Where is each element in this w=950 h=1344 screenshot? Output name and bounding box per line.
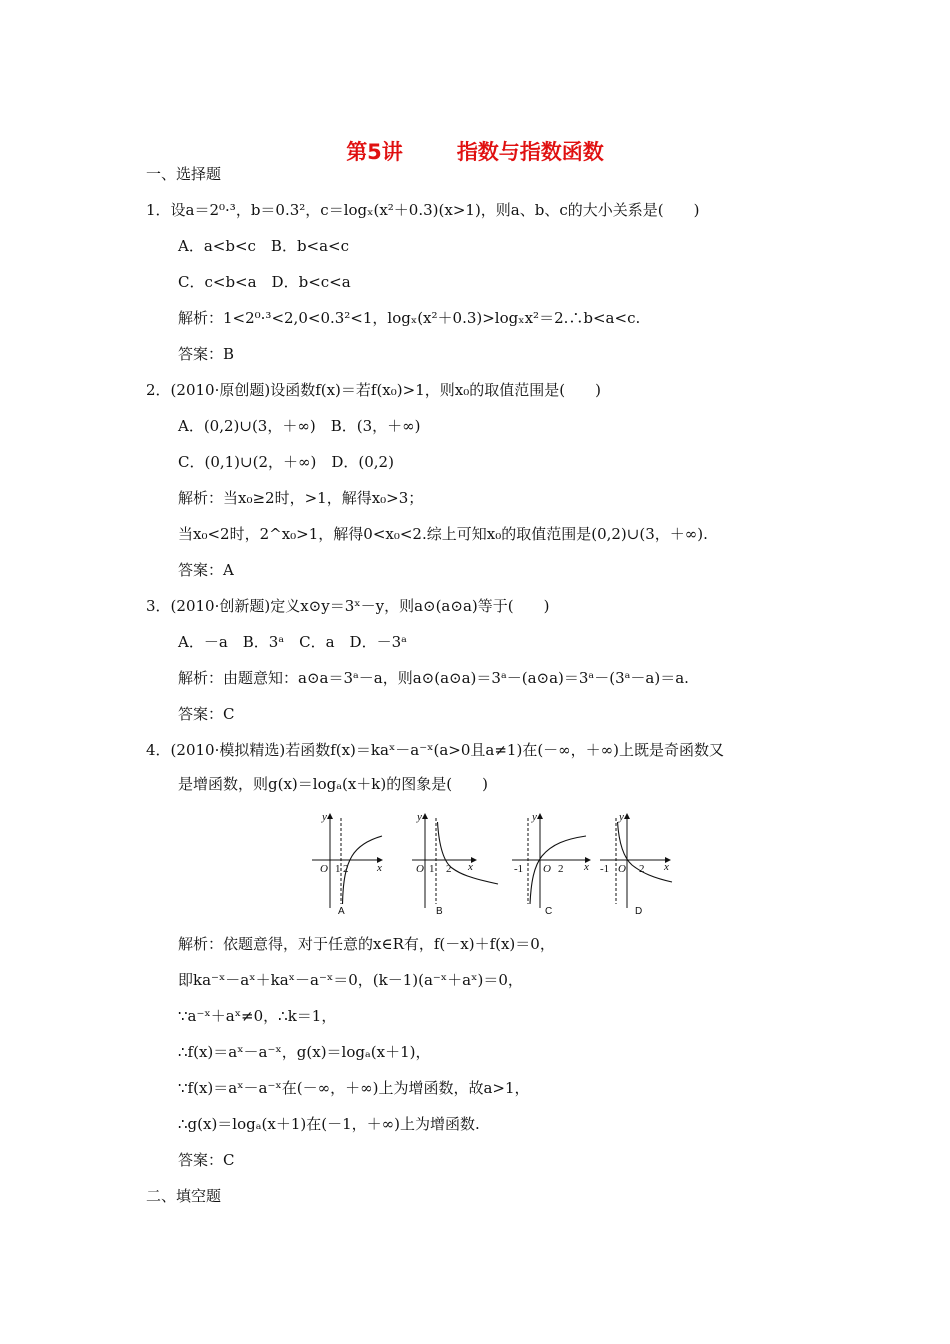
graph-a bbox=[312, 811, 382, 917]
graph-c-y-label: y bbox=[532, 811, 537, 823]
q4-stem-1: 4．(2010·模拟精选)若函数f(x)＝kaˣ－a⁻ˣ(a>0且a≠1)在(－∞，＋∞)上既是奇函数又 bbox=[146, 741, 725, 759]
q1-answer: 答案：B bbox=[178, 345, 235, 363]
graph-a-tick-1: 1 bbox=[335, 863, 341, 875]
q2-options-ab: A．(0,2)∪(3，＋∞) B．(3，＋∞) bbox=[178, 417, 421, 435]
q1-analysis: 解析：1<2⁰·³<2,0<0.3²<1，logₓ(x²＋0.3)>logₓx²＝2.∴b<a<c. bbox=[178, 309, 641, 327]
graph-c-label: C bbox=[545, 906, 553, 917]
section-heading-fill: 二、填空题 bbox=[146, 1187, 222, 1205]
graph-a-x-label: x bbox=[377, 862, 382, 874]
q4-stem-2: 是增函数，则g(x)＝logₐ(x＋k)的图象是( ) bbox=[178, 775, 488, 793]
q3-analysis: 解析：由题意知：a⊙a＝3ᵃ－a，则a⊙(a⊙a)＝3ᵃ－(a⊙a)＝3ᵃ－(3ᵃ－a)＝a. bbox=[178, 669, 689, 687]
graph-d-label: D bbox=[635, 906, 643, 917]
q2-stem: 2．(2010·原创题)设函数f(x)＝若f(x₀)>1，则x₀的取值范围是( ) bbox=[146, 381, 601, 399]
q3-answer: 答案：C bbox=[178, 705, 235, 723]
graph-c-x-label: x bbox=[584, 861, 589, 873]
q2-analysis-1: 解析：当x₀≥2时，>1，解得x₀>3； bbox=[178, 489, 424, 507]
q4-analysis-5: ∵f(x)＝aˣ－a⁻ˣ在(－∞，＋∞)上为增函数，故a>1， bbox=[178, 1079, 530, 1097]
graph-c-tick-1: -1 bbox=[514, 863, 524, 875]
q4-analysis-6: ∴g(x)＝logₐ(x＋1)在(－1，＋∞)上为增函数. bbox=[178, 1115, 480, 1133]
graph-b-label: B bbox=[436, 906, 443, 917]
q3-stem: 3．(2010·创新题)定义x⊙y＝3ˣ－y，则a⊙(a⊙a)等于( ) bbox=[146, 597, 550, 615]
lecture-topic: 指数与指数函数 bbox=[456, 140, 604, 164]
graph-b-origin: O bbox=[416, 863, 424, 875]
graph-b-x-label: x bbox=[468, 861, 473, 873]
lecture-number: 第5讲 bbox=[346, 140, 403, 164]
graph-c-tick-2: 2 bbox=[558, 863, 564, 875]
graph-d-tick-1: -1 bbox=[600, 863, 610, 875]
graph-b bbox=[412, 811, 498, 917]
graph-b-tick-1: 1 bbox=[429, 863, 435, 875]
graph-a-y-label: y bbox=[322, 811, 327, 823]
q4-analysis-2: 即ka⁻ˣ－aˣ＋kaˣ－a⁻ˣ＝0，(k－1)(a⁻ˣ＋aˣ)＝0， bbox=[178, 971, 523, 989]
q1-options-ab: A．a<b<c B．b<a<c bbox=[178, 237, 350, 255]
q4-analysis-4: ∴f(x)＝aˣ－a⁻ˣ，g(x)＝logₐ(x＋1)， bbox=[178, 1043, 431, 1061]
graph-c-origin: O bbox=[543, 863, 551, 875]
q3-options: A．－a B．3ᵃ C．a D．－3ᵃ bbox=[178, 633, 407, 651]
q2-answer: 答案：A bbox=[178, 561, 234, 579]
graph-d bbox=[600, 811, 672, 917]
graph-a-label: A bbox=[338, 906, 345, 917]
section-heading-choice: 一、选择题 bbox=[146, 165, 222, 183]
graph-b-y-label: y bbox=[417, 811, 422, 823]
q4-graph-options-figure bbox=[300, 808, 680, 920]
q4-analysis-3: ∵a⁻ˣ＋aˣ≠0，∴k＝1， bbox=[178, 1007, 337, 1025]
graph-d-x-label: x bbox=[664, 861, 669, 873]
q2-analysis-2: 当x₀<2时，2^x₀>1，解得0<x₀<2.综上可知x₀的取值范围是(0,2)∪(3，＋∞). bbox=[178, 525, 708, 543]
graph-d-tick-2: 2 bbox=[639, 863, 645, 875]
graph-d-origin: O bbox=[618, 863, 626, 875]
page-title bbox=[0, 136, 950, 166]
graph-b-tick-2: 2 bbox=[446, 863, 452, 875]
q1-options-cd: C．c<b<a D．b<c<a bbox=[178, 273, 351, 291]
graph-a-tick-2: 2 bbox=[343, 863, 349, 875]
graph-d-y-label: y bbox=[619, 811, 624, 823]
q4-analysis-1: 解析：依题意得，对于任意的x∈R有，f(－x)＋f(x)＝0， bbox=[178, 935, 555, 953]
q1-stem: 1．设a＝2⁰·³，b＝0.3²，c＝logₓ(x²＋0.3)(x>1)，则a、b、c的大小关系是( ) bbox=[146, 201, 700, 219]
graph-c bbox=[512, 811, 590, 917]
q2-options-cd: C．(0,1)∪(2，＋∞) D．(0,2) bbox=[178, 453, 394, 471]
q4-answer: 答案：C bbox=[178, 1151, 235, 1169]
graph-a-origin: O bbox=[320, 863, 328, 875]
